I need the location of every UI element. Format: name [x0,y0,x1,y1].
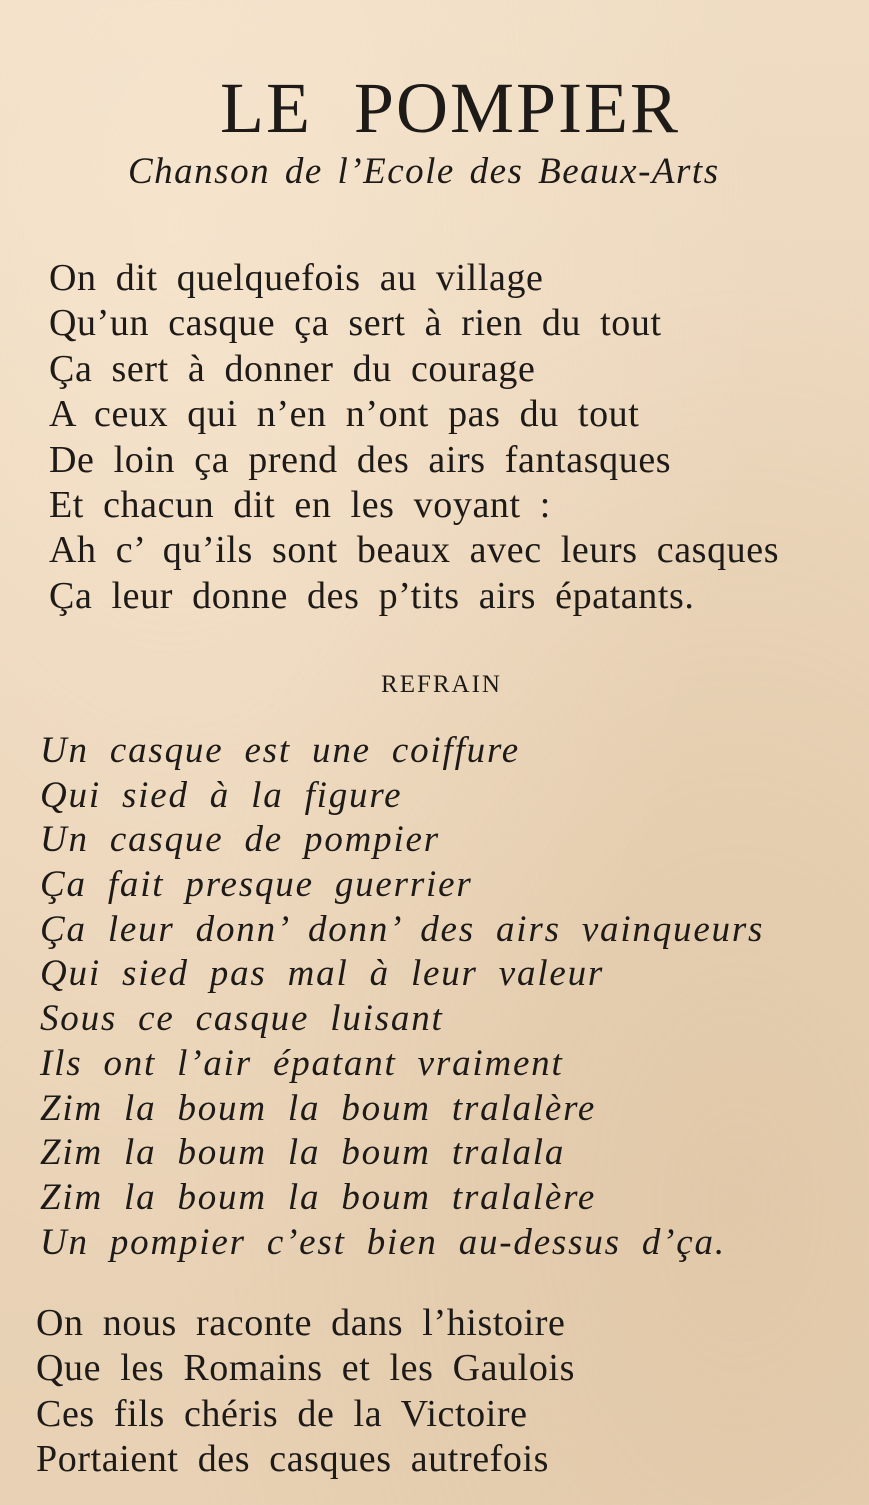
song-subtitle: Chanson de l’Ecole des Beaux-Arts [128,151,720,192]
refrain-line: Un casque est une coiffure [40,730,520,771]
refrain-line: Ils ont l’air épatant vraiment [40,1042,564,1084]
verse-line: A ceux qui n’en n’ont pas du tout [49,393,640,436]
verse-line: De loin ça prend des airs fantasques [49,438,672,481]
verse-line: On dit quelquefois au village [49,257,544,299]
song-title: LE POMPIER [219,68,681,148]
refrain-line: Un casque de pompier [40,819,440,861]
verse-line: Qu’un casque ça sert à rien du tout [49,302,662,345]
verse-line: Que les Romains et les Gaulois [36,1347,575,1390]
refrain-line: Zim la boum la boum tralalère [40,1087,597,1129]
verse-line: On nous raconte dans l’histoire [36,1302,566,1344]
refrain-line: Sous ce casque luisant [40,998,444,1040]
verse-line: Ah c’ qu’ils sont beaux avec leurs casques [49,529,780,572]
verse-1 [49,256,779,619]
refrain-heading: REFRAIN [381,671,502,698]
refrain-line: Qui sied pas mal à leur valeur [40,953,605,995]
verse-2 [36,1301,575,1483]
refrain [40,729,764,1265]
verse-line: Ces fils chéris de la Victoire [36,1392,528,1435]
refrain-line: Un pompier c’est bien au-dessus d’ça. [40,1221,726,1263]
verse-line: Et chacun dit en les voyant : [49,483,551,526]
verse-line: Ça leur donne des p’tits airs épatants. [49,574,695,617]
refrain-line: Ça fait presque guerrier [40,864,473,906]
verse-line: Portaient des casques autrefois [36,1438,550,1481]
refrain-line: Ça leur donn’ donn’ des airs vainqueurs [40,908,765,950]
refrain-line: Zim la boum la boum tralala [40,1132,566,1174]
refrain-line: Zim la boum la boum tralalère [40,1176,597,1218]
verse-line: Ça sert à donner du courage [49,347,536,390]
refrain-line: Qui sied à la figure [40,774,403,816]
